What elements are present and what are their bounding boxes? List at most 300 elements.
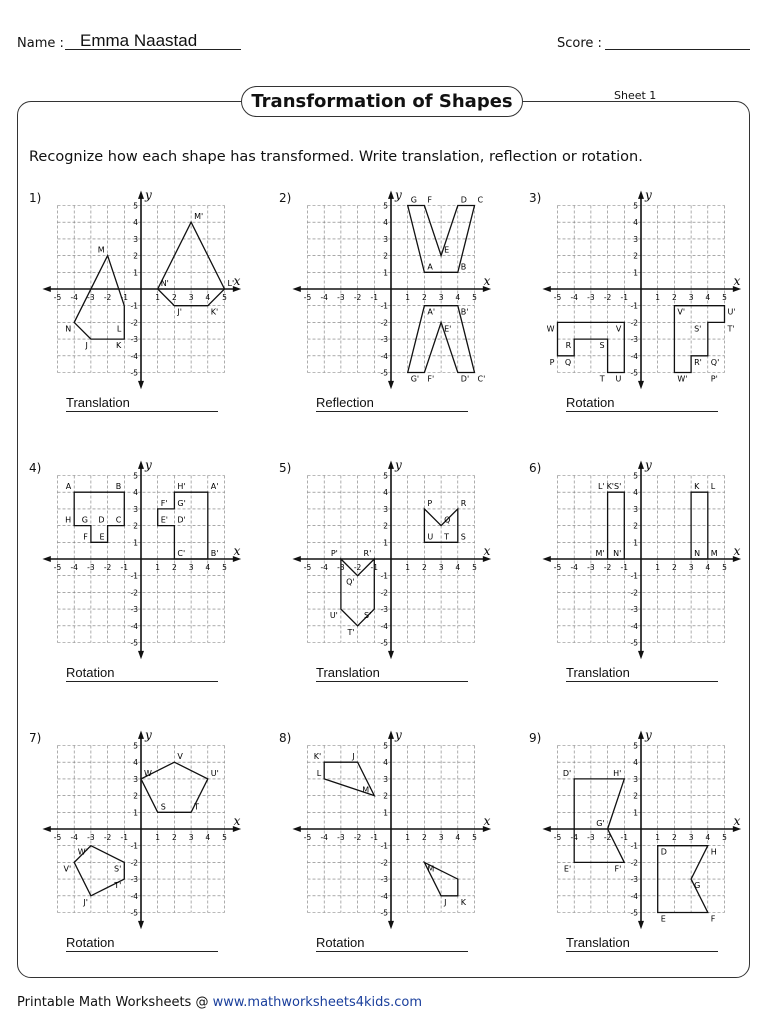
y-tick-label: -1 bbox=[130, 301, 138, 311]
x-tick-label: -3 bbox=[587, 563, 595, 572]
problem-number: 5) bbox=[279, 461, 292, 475]
x-tick-label: -4 bbox=[70, 833, 78, 842]
x-tick-label: -1 bbox=[120, 293, 129, 302]
x-tick-label: -4 bbox=[570, 293, 578, 302]
vertex-label: E bbox=[660, 914, 666, 924]
vertex-label: U' bbox=[727, 307, 736, 317]
arrow-left-icon bbox=[292, 556, 300, 562]
y-tick-label: -1 bbox=[380, 841, 388, 851]
coordinate-graph bbox=[541, 729, 761, 929]
x-tick-label: -5 bbox=[553, 293, 562, 302]
vertex-label: R bbox=[565, 341, 572, 351]
x-tick-label: -5 bbox=[53, 293, 62, 302]
vertex-label: H bbox=[710, 847, 717, 857]
x-tick-label: -2 bbox=[603, 293, 612, 302]
y-tick-label: -4 bbox=[630, 351, 638, 361]
y-axis-label: y bbox=[145, 727, 152, 742]
x-tick-label: 4 bbox=[455, 563, 461, 572]
x-tick-label: 3 bbox=[688, 563, 694, 572]
vertex-label: B bbox=[115, 482, 122, 492]
arrow-up-icon bbox=[638, 730, 644, 738]
y-tick-label: 4 bbox=[633, 758, 638, 768]
answer-line[interactable] bbox=[66, 411, 218, 412]
vertex-label: L bbox=[316, 768, 322, 778]
x-tick-label: 5 bbox=[222, 293, 227, 302]
footer bbox=[17, 995, 422, 1010]
vertex-label: W bbox=[144, 768, 152, 778]
vertex-label: G bbox=[694, 881, 701, 891]
vertex-label: B' bbox=[210, 549, 219, 558]
y-tick-label: 4 bbox=[133, 488, 138, 498]
x-tick-label: -1 bbox=[620, 563, 629, 572]
y-tick-label: 1 bbox=[133, 538, 138, 548]
vertex-label: K bbox=[694, 482, 700, 492]
x-tick-label: 5 bbox=[472, 563, 477, 572]
y-tick-label: 3 bbox=[383, 504, 388, 514]
coordinate-graph bbox=[541, 459, 761, 659]
vertex-label: M' bbox=[595, 549, 605, 558]
x-tick-label: 1 bbox=[655, 563, 661, 572]
y-tick-label: -3 bbox=[130, 605, 138, 615]
vertex-label: D bbox=[660, 847, 667, 857]
y-tick-label: 5 bbox=[383, 741, 388, 751]
x-tick-label: -4 bbox=[320, 833, 328, 842]
y-tick-label: 4 bbox=[633, 488, 638, 498]
y-tick-label: -1 bbox=[380, 301, 388, 311]
y-axis-label: y bbox=[645, 457, 652, 472]
vertex-label: R' bbox=[363, 549, 372, 558]
x-tick-label: -1 bbox=[370, 833, 379, 842]
y-tick-label: -4 bbox=[130, 351, 138, 361]
vertex-label: J bbox=[352, 752, 355, 762]
vertex-label: D' bbox=[562, 768, 572, 778]
x-tick-label: 5 bbox=[472, 293, 477, 302]
y-tick-label: 1 bbox=[383, 268, 388, 278]
answer-text: Rotation bbox=[566, 395, 615, 410]
vertex-label: M bbox=[427, 864, 435, 874]
answer-text: Rotation bbox=[66, 935, 115, 950]
vertex-label: K bbox=[116, 341, 122, 351]
y-tick-label: -5 bbox=[630, 368, 638, 378]
answer-line[interactable] bbox=[316, 681, 468, 682]
arrow-down-icon bbox=[638, 381, 644, 389]
x-tick-label: 3 bbox=[438, 563, 444, 572]
arrow-left-icon bbox=[542, 826, 550, 832]
footer-link[interactable]: www.mathworksheets4kids.com bbox=[212, 995, 423, 1010]
vertex-label: Q' bbox=[710, 357, 720, 367]
y-tick-label: -4 bbox=[380, 891, 388, 901]
vertex-label: E bbox=[99, 532, 105, 542]
y-tick-label: 4 bbox=[383, 218, 388, 228]
y-tick-label: 3 bbox=[133, 774, 138, 784]
vertex-label: A bbox=[427, 262, 433, 272]
vertex-label: F bbox=[427, 195, 433, 205]
score-label: Score : bbox=[557, 36, 602, 51]
y-tick-label: -4 bbox=[380, 351, 388, 361]
vertex-label: C bbox=[115, 515, 122, 525]
vertex-label: L' bbox=[597, 482, 605, 492]
name-value: Emma Naastad bbox=[80, 31, 198, 50]
y-tick-label: 4 bbox=[383, 488, 388, 498]
y-tick-label: -5 bbox=[380, 908, 388, 918]
y-tick-label: -3 bbox=[630, 875, 638, 885]
x-tick-label: 3 bbox=[688, 293, 694, 302]
y-axis-label: y bbox=[395, 187, 402, 202]
x-tick-label: -5 bbox=[553, 563, 562, 572]
instructions: Recognize how each shape has transformed. Write translation, reflection or rotation. bbox=[29, 149, 643, 165]
vertex-label: V bbox=[177, 752, 183, 762]
x-tick-label: -3 bbox=[337, 833, 345, 842]
vertex-label: J' bbox=[177, 307, 182, 317]
y-tick-label: 2 bbox=[633, 791, 638, 801]
x-axis-label: x bbox=[233, 544, 241, 558]
coordinate-graph bbox=[291, 729, 511, 929]
x-tick-label: -5 bbox=[303, 833, 312, 842]
y-tick-label: -5 bbox=[130, 908, 138, 918]
y-tick-label: 5 bbox=[633, 471, 638, 481]
x-tick-label: 1 bbox=[155, 293, 161, 302]
vertex-label: Q' bbox=[346, 577, 355, 587]
vertex-label: U' bbox=[210, 768, 219, 778]
vertex-label: F' bbox=[427, 374, 435, 384]
y-tick-label: 1 bbox=[383, 538, 388, 548]
arrow-left-icon bbox=[292, 826, 300, 832]
page-title: Transformation of Shapes bbox=[241, 86, 523, 117]
y-tick-label: 5 bbox=[133, 741, 138, 751]
vertex-label: V' bbox=[677, 307, 686, 317]
y-tick-label: -4 bbox=[630, 621, 638, 631]
arrow-left-icon bbox=[542, 286, 550, 292]
x-tick-label: 5 bbox=[472, 833, 477, 842]
x-tick-label: 5 bbox=[722, 833, 727, 842]
y-tick-label: -2 bbox=[380, 858, 388, 868]
answer-line[interactable] bbox=[566, 411, 718, 412]
vertex-label: J bbox=[85, 341, 88, 351]
y-tick-label: -5 bbox=[130, 638, 138, 648]
y-tick-label: 2 bbox=[383, 251, 388, 261]
vertex-label: K bbox=[460, 897, 467, 907]
problem-number: 3) bbox=[529, 191, 542, 205]
answer-line[interactable] bbox=[566, 681, 718, 682]
arrow-up-icon bbox=[138, 460, 144, 468]
vertex-label: C' bbox=[477, 374, 486, 384]
vertex-label: F' bbox=[160, 498, 168, 508]
y-tick-label: -3 bbox=[380, 875, 388, 885]
x-tick-label: -2 bbox=[353, 833, 362, 842]
arrow-left-icon bbox=[542, 556, 550, 562]
x-tick-label: 2 bbox=[172, 563, 177, 572]
x-tick-label: 3 bbox=[688, 833, 694, 842]
vertex-label: T bbox=[194, 802, 199, 812]
coordinate-graph bbox=[291, 189, 511, 389]
x-tick-label: -1 bbox=[620, 833, 629, 842]
vertex-label: A bbox=[65, 482, 72, 492]
x-tick-label: 3 bbox=[438, 293, 444, 302]
y-tick-label: -1 bbox=[630, 841, 638, 851]
y-tick-label: 5 bbox=[383, 201, 388, 211]
problem-number: 7) bbox=[29, 731, 42, 745]
y-axis-label: y bbox=[145, 457, 152, 472]
arrow-up-icon bbox=[138, 190, 144, 198]
y-tick-label: -2 bbox=[130, 858, 138, 868]
y-tick-label: 2 bbox=[633, 521, 638, 531]
x-tick-label: -3 bbox=[87, 293, 95, 302]
y-tick-label: 2 bbox=[633, 251, 638, 261]
vertex-label: U bbox=[615, 374, 622, 384]
vertex-label: E' bbox=[563, 864, 572, 874]
vertex-label: F bbox=[710, 914, 716, 924]
vertex-label: J bbox=[444, 897, 447, 907]
x-tick-label: 4 bbox=[205, 833, 211, 842]
vertex-label: D' bbox=[460, 374, 470, 384]
vertex-label: E' bbox=[444, 324, 452, 334]
y-tick-label: -3 bbox=[130, 335, 138, 345]
vertex-label: B bbox=[460, 262, 467, 272]
y-tick-label: 2 bbox=[383, 791, 388, 801]
vertex-label: W' bbox=[77, 847, 88, 857]
y-tick-label: 3 bbox=[383, 774, 388, 784]
x-axis-label: x bbox=[483, 814, 491, 828]
y-tick-label: 4 bbox=[383, 758, 388, 768]
arrow-up-icon bbox=[388, 190, 394, 198]
x-tick-label: -2 bbox=[103, 293, 112, 302]
vertex-label: S' bbox=[694, 324, 702, 334]
x-tick-label: 2 bbox=[172, 293, 177, 302]
x-tick-label: 2 bbox=[672, 563, 677, 572]
x-tick-label: -2 bbox=[353, 563, 362, 572]
x-axis-label: x bbox=[733, 274, 741, 288]
y-tick-label: 2 bbox=[133, 251, 138, 261]
x-tick-label: -3 bbox=[87, 833, 95, 842]
y-tick-label: -2 bbox=[630, 858, 638, 868]
sheet-label: Sheet 1 bbox=[614, 89, 657, 102]
vertex-label: S bbox=[160, 802, 166, 812]
vertex-label: P bbox=[549, 357, 555, 367]
problem-number: 6) bbox=[529, 461, 542, 475]
y-tick-label: -1 bbox=[630, 301, 638, 311]
arrow-up-icon bbox=[638, 460, 644, 468]
vertex-label: P' bbox=[330, 549, 338, 558]
arrow-up-icon bbox=[388, 730, 394, 738]
x-tick-label: 5 bbox=[222, 833, 227, 842]
vertex-label: G' bbox=[410, 374, 420, 384]
x-tick-label: -5 bbox=[53, 833, 62, 842]
vertex-label: N bbox=[694, 549, 701, 558]
x-tick-label: -3 bbox=[337, 293, 345, 302]
vertex-label: L' bbox=[227, 279, 235, 288]
x-tick-label: 3 bbox=[188, 293, 194, 302]
vertex-label: H bbox=[65, 515, 72, 525]
y-tick-label: -5 bbox=[630, 638, 638, 648]
x-tick-label: -4 bbox=[70, 563, 78, 572]
x-axis-label: x bbox=[733, 544, 741, 558]
y-tick-label: 3 bbox=[633, 234, 638, 244]
y-tick-label: 2 bbox=[133, 791, 138, 801]
arrow-down-icon bbox=[388, 381, 394, 389]
vertex-label: J' bbox=[83, 897, 88, 907]
y-tick-label: 1 bbox=[133, 268, 138, 278]
y-tick-label: 3 bbox=[633, 504, 638, 514]
vertex-label: F bbox=[83, 532, 88, 542]
answer-line[interactable] bbox=[66, 681, 218, 682]
arrow-up-icon bbox=[138, 730, 144, 738]
y-tick-label: -2 bbox=[380, 318, 388, 328]
x-tick-label: 4 bbox=[705, 293, 711, 302]
x-axis-label: x bbox=[483, 274, 491, 288]
vertex-label: D bbox=[98, 515, 105, 525]
answer-text: Translation bbox=[566, 935, 630, 950]
vertex-label: D' bbox=[177, 515, 186, 525]
vertex-label: F' bbox=[614, 864, 622, 874]
x-tick-label: -1 bbox=[370, 563, 379, 572]
coordinate-graph bbox=[541, 189, 761, 389]
name-label: Name : bbox=[17, 36, 64, 51]
x-tick-label: 2 bbox=[672, 293, 677, 302]
arrow-left-icon bbox=[42, 556, 50, 562]
x-tick-label: 4 bbox=[205, 293, 211, 302]
x-tick-label: -2 bbox=[353, 293, 362, 302]
y-tick-label: 5 bbox=[633, 741, 638, 751]
coordinate-graph bbox=[41, 189, 261, 389]
y-tick-label: 1 bbox=[633, 268, 638, 278]
problem-number: 1) bbox=[29, 191, 42, 205]
vertex-label: U bbox=[427, 532, 434, 542]
y-tick-label: -5 bbox=[630, 908, 638, 918]
x-tick-label: 2 bbox=[422, 833, 427, 842]
vertex-label: M bbox=[97, 245, 105, 255]
problem-number: 4) bbox=[29, 461, 42, 475]
arrow-down-icon bbox=[138, 381, 144, 389]
answer-text: Translation bbox=[316, 665, 380, 680]
vertex-label: T' bbox=[727, 324, 735, 334]
answer-line[interactable] bbox=[316, 951, 468, 952]
y-tick-label: -5 bbox=[380, 638, 388, 648]
x-tick-label: -3 bbox=[87, 563, 95, 572]
y-axis-label: y bbox=[395, 727, 402, 742]
vertex-label: G' bbox=[596, 819, 605, 828]
vertex-label: G bbox=[410, 195, 417, 205]
problem-number: 2) bbox=[279, 191, 292, 205]
vertex-label: P' bbox=[710, 374, 718, 384]
score-field[interactable] bbox=[605, 49, 750, 50]
y-axis-label: y bbox=[145, 187, 152, 202]
vertex-label: W bbox=[546, 324, 555, 334]
y-tick-label: -3 bbox=[630, 605, 638, 615]
x-tick-label: 4 bbox=[455, 293, 461, 302]
vertex-label: C bbox=[477, 195, 484, 205]
vertex-label: P bbox=[427, 498, 433, 508]
y-tick-label: 3 bbox=[383, 234, 388, 244]
vertex-label: V bbox=[615, 324, 622, 334]
x-tick-label: 1 bbox=[655, 293, 661, 302]
answer-line[interactable] bbox=[316, 411, 468, 412]
x-tick-label: -5 bbox=[553, 833, 562, 842]
arrow-up-icon bbox=[388, 460, 394, 468]
y-tick-label: -2 bbox=[130, 588, 138, 598]
y-tick-label: -4 bbox=[380, 621, 388, 631]
x-tick-label: -4 bbox=[70, 293, 78, 302]
x-tick-label: -4 bbox=[570, 833, 578, 842]
vertex-label: T' bbox=[114, 881, 122, 891]
y-tick-label: 1 bbox=[633, 538, 638, 548]
y-tick-label: -5 bbox=[130, 368, 138, 378]
vertex-label: N bbox=[65, 324, 72, 334]
x-tick-label: 4 bbox=[705, 563, 711, 572]
arrow-left-icon bbox=[42, 286, 50, 292]
x-tick-label: 4 bbox=[455, 833, 461, 842]
answer-line[interactable] bbox=[66, 951, 218, 952]
vertex-label: L bbox=[710, 482, 716, 492]
x-tick-label: 4 bbox=[705, 833, 711, 842]
y-tick-label: 3 bbox=[633, 774, 638, 784]
x-tick-label: -3 bbox=[587, 293, 595, 302]
vertex-label: M bbox=[710, 549, 718, 558]
x-tick-label: -1 bbox=[120, 833, 129, 842]
vertex-label: K' bbox=[313, 752, 322, 762]
x-tick-label: 3 bbox=[188, 833, 194, 842]
y-tick-label: -1 bbox=[630, 571, 638, 581]
x-axis-label: x bbox=[733, 814, 741, 828]
x-tick-label: 1 bbox=[405, 563, 411, 572]
arrow-left-icon bbox=[292, 286, 300, 292]
x-tick-label: -2 bbox=[103, 833, 112, 842]
y-axis-label: y bbox=[395, 457, 402, 472]
vertex-label: K'S' bbox=[606, 482, 622, 492]
footer-text: Printable Math Worksheets @ bbox=[17, 995, 213, 1010]
x-tick-label: 2 bbox=[422, 293, 427, 302]
y-tick-label: -2 bbox=[630, 588, 638, 598]
y-tick-label: -1 bbox=[380, 571, 388, 581]
y-tick-label: 4 bbox=[633, 218, 638, 228]
coordinate-graph bbox=[41, 729, 261, 929]
x-tick-label: 4 bbox=[205, 563, 211, 572]
x-axis-label: x bbox=[233, 814, 241, 828]
vertex-label: H' bbox=[177, 482, 186, 492]
y-tick-label: -3 bbox=[630, 335, 638, 345]
answer-line[interactable] bbox=[566, 951, 718, 952]
arrow-down-icon bbox=[138, 651, 144, 659]
vertex-label: Q bbox=[564, 357, 572, 367]
vertex-label: M' bbox=[194, 212, 204, 222]
x-tick-label: 3 bbox=[438, 833, 444, 842]
vertex-label: N' bbox=[613, 549, 622, 558]
vertex-label: S' bbox=[364, 611, 372, 621]
x-tick-label: -1 bbox=[620, 293, 629, 302]
x-tick-label: -3 bbox=[337, 563, 345, 572]
x-tick-label: -2 bbox=[103, 563, 112, 572]
x-tick-label: -2 bbox=[603, 833, 612, 842]
y-tick-label: 4 bbox=[133, 218, 138, 228]
vertex-label: T' bbox=[347, 627, 355, 637]
y-tick-label: -5 bbox=[380, 368, 388, 378]
arrow-down-icon bbox=[388, 651, 394, 659]
vertex-label: L bbox=[116, 324, 122, 334]
y-tick-label: -1 bbox=[130, 571, 138, 581]
vertex-label: V' bbox=[63, 864, 72, 874]
y-tick-label: -4 bbox=[130, 621, 138, 631]
vertex-label: Q bbox=[444, 515, 451, 525]
answer-text: Translation bbox=[566, 665, 630, 680]
y-tick-label: 1 bbox=[133, 808, 138, 818]
x-tick-label: 2 bbox=[172, 833, 177, 842]
x-axis-label: x bbox=[483, 544, 491, 558]
x-tick-label: 2 bbox=[672, 833, 677, 842]
y-tick-label: 4 bbox=[133, 758, 138, 768]
x-tick-label: 1 bbox=[405, 833, 411, 842]
y-tick-label: -1 bbox=[130, 841, 138, 851]
x-tick-label: -2 bbox=[603, 563, 612, 572]
y-tick-label: 5 bbox=[133, 201, 138, 211]
